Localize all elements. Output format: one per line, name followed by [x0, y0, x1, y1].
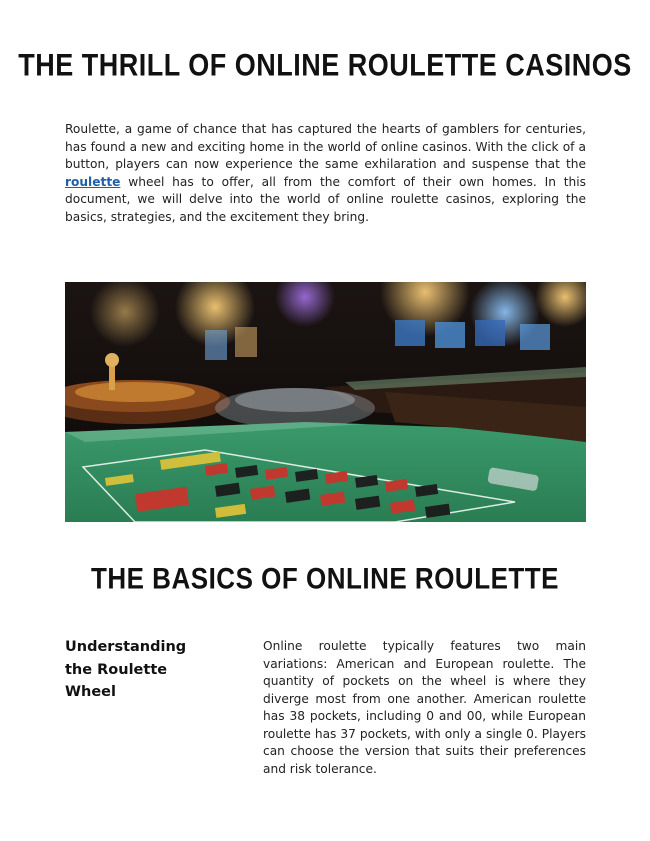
subheading: Understanding the Roulette Wheel — [65, 639, 187, 700]
roulette-link[interactable]: roulette — [65, 174, 121, 189]
section-body: Online roulette typically features two main variations: American and European roulette. The quantity of pockets on the wheel is where they diverge most from one another. American roulette has 38 pockets, including 0 and 00, while European roulette has 37 pockets, with only a single 0. Players can choose the version that suits their preferences and risk tolerance. — [263, 639, 586, 776]
intro-paragraph — [65, 121, 586, 227]
intro-text-end: wheel has to offer, all from the comfort of their own homes. In this document, we will delve into the world of online roulette casinos, exploring the basics, strategies, and the excitement they bring. — [65, 174, 586, 224]
page-title: THE THRILL OF ONLINE ROULETTE CASINOS — [18, 47, 632, 83]
section-title: THE BASICS OF ONLINE ROULETTE — [90, 560, 560, 596]
roulette-table-image — [65, 282, 586, 522]
intro-text-start: Roulette, a game of chance that has captured the hearts of gamblers for centuries, has found a new and exciting home in the world of online casinos. With the click of a button, players can now experience the same exhilaration and suspense that the — [65, 122, 586, 172]
